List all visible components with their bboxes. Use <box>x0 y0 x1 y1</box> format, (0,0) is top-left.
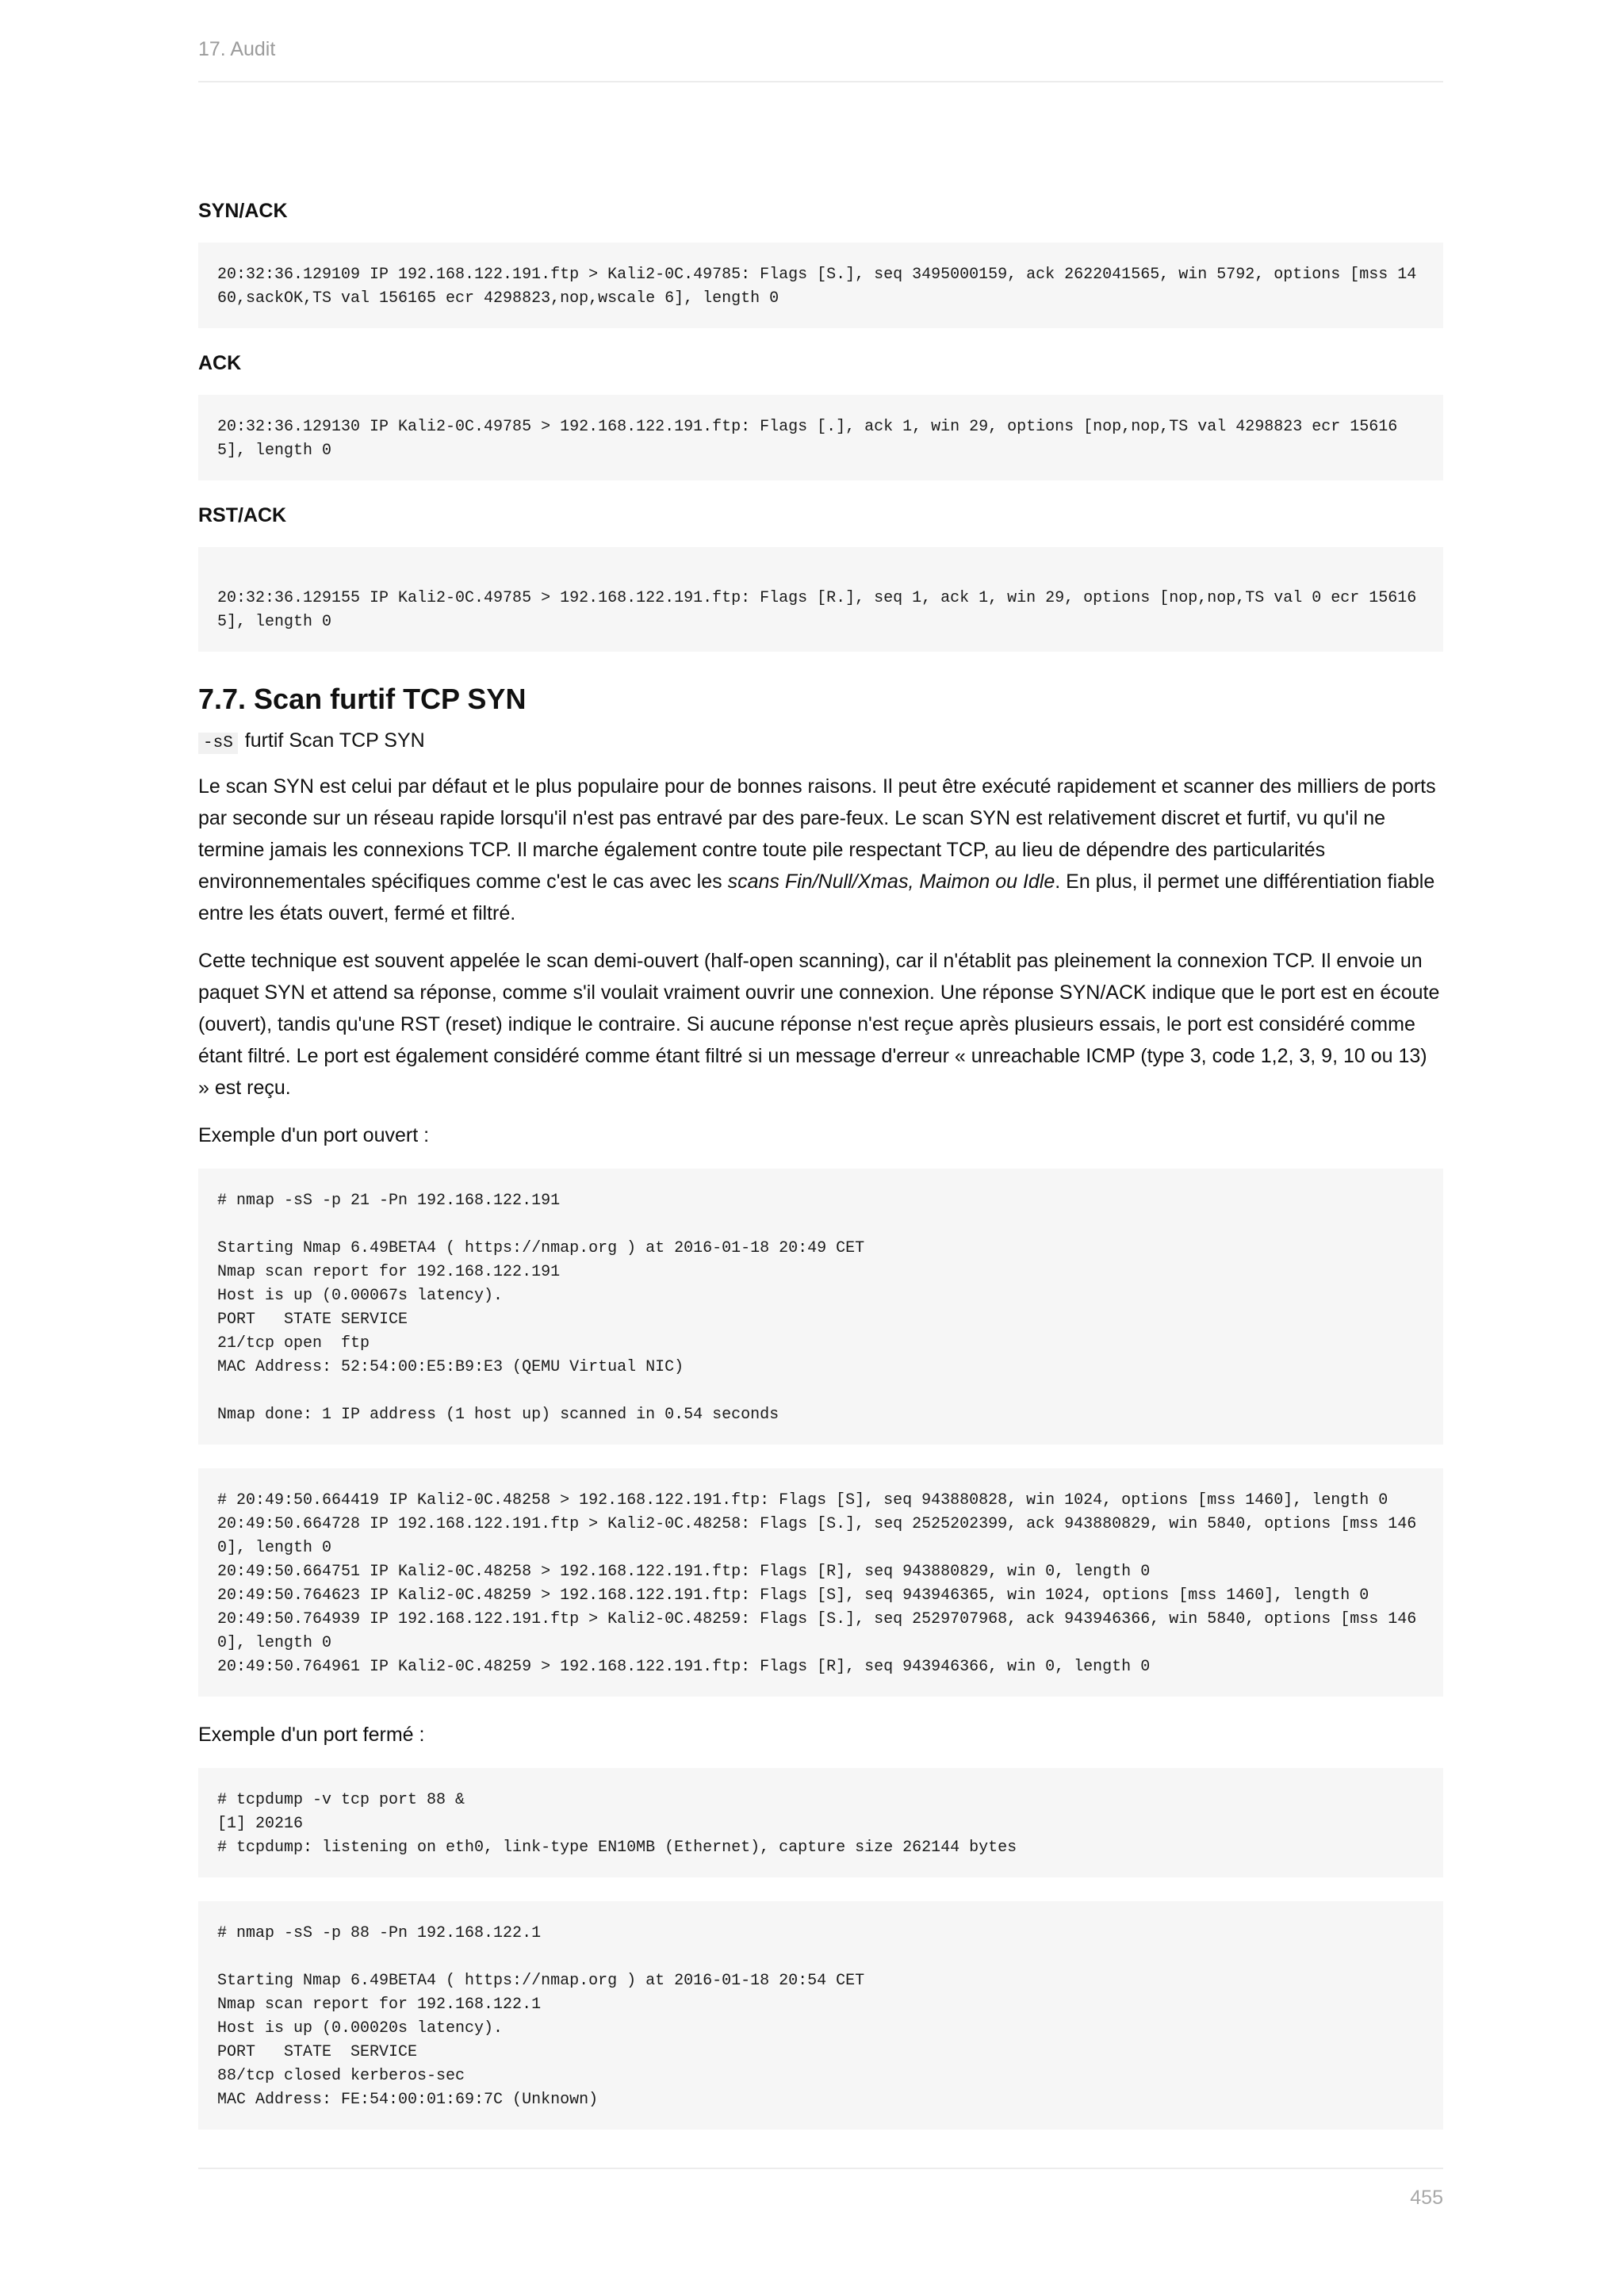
open-port-tcpdump-code-block: # 20:49:50.664419 IP Kali2-0C.48258 > 192.168.122.191.ftp: Flags [S], seq 943880828, win 1024, options [mss 1460], length 0 20:49:50.664728 IP 192.168.122.191.ftp > Kali2-0C.48258: Flags [S.], seq 2525202399, ack 943880829, win 5840, options [mss 1460], length 0 20:49:50.664751 IP Kali2-0C.48258 > 192.168.122.191.ftp: Flags [R], seq 943880829, win 0, length 0 20:49:50.764623 IP Kali2-0C.48259 > 192.168.122.191.ftp: Flags [S], seq 943946365, win 1024, options [mss 1460], length 0 20:49:50.764939 IP 192.168.122.191.ftp > Kali2-0C.48259: Flags [S.], seq 2529707968, ack 943946366, win 5840, options [mss 1460], length 0 20:49:50.764961 IP Kali2-0C.48259 > 192.168.122.191.ftp: Flags [R], seq 943946366, win 0, length 0 <box>198 1468 1443 1697</box>
page-content <box>198 198 1443 2130</box>
paragraph-half-open: Cette technique est souvent appelée le scan demi-ouvert (half-open scanning), car il n'établit pas pleinement la connexion TCP. Il envoie un paquet SYN et attend sa réponse, comme s'il voulait vraiment ouvrir une connexion. Une réponse SYN/ACK indique que le port est en écoute (ouvert), tandis qu'une RST (reset) indique le contraire. Si aucune réponse n'est reçue après plusieurs essais, le port est considéré comme étant filtré. Le port est également considéré comme étant filtré si un message d'erreur « unreachable ICMP (type 3, code 1,2, 3, 9, 10 ou 13) » est reçu. <box>198 950 1440 1099</box>
section-title: 7.7. Scan furtif TCP SYN <box>198 683 527 715</box>
paragraph-syn-scan-part2: . En plus, il permet une différentiation fiable entre les états ouvert, fermé et filtré. <box>198 871 1435 924</box>
synack-label: SYN/ACK <box>198 200 288 222</box>
closed-port-nmap-code-block: # nmap -sS -p 88 -Pn 192.168.122.1 Starting Nmap 6.49BETA4 ( https://nmap.org ) at 2016-01-18 20:54 CET Nmap scan report for 192.168.122.1 Host is up (0.00020s latency). PORT STATE SERVICE 88/tcp closed kerberos-sec MAC Address: FE:54:00:01:69:7C (Unknown) <box>198 1901 1443 2130</box>
running-header: 17. Audit <box>198 38 276 60</box>
closed-port-tcpdump-code-block: # tcpdump -v tcp port 88 & [1] 20216 # tcpdump: listening on eth0, link-type EN10MB (Ethernet), capture size 262144 bytes <box>198 1768 1443 1877</box>
paragraph-syn-scan <box>198 771 1443 929</box>
option-inline-code: -sS <box>198 733 238 754</box>
paragraph-syn-scan-part1: Le scan SYN est celui par défaut et le plus populaire pour de bonnes raisons. Il peut être exécuté rapidement et scanner des milliers de ports par seconde sur un réseau rapide lorsqu'il n'est pas entravé par des pare-feux. Le scan SYN est relativement discret et furtif, vu qu'il ne termine jamais les connexions TCP. Il marche également contre toute pile respectant TCP, au lieu de dépendre des particularités environnementales spécifiques comme c'est le cas avec les <box>198 775 1436 893</box>
paragraph-syn-scan-emphasis: scans Fin/Null/Xmas, Maimon ou Idle <box>727 871 1055 893</box>
rstack-label: RST/ACK <box>198 504 287 526</box>
header-divider <box>198 81 1443 82</box>
open-port-nmap-code-block: # nmap -sS -p 21 -Pn 192.168.122.191 Starting Nmap 6.49BETA4 ( https://nmap.org ) at 2016-01-18 20:49 CET Nmap scan report for 192.168.122.191 Host is up (0.00067s latency). PORT STATE SERVICE 21/tcp open ftp MAC Address: 52:54:00:E5:B9:E3 (QEMU Virtual NIC) Nmap done: 1 IP address (1 host up) scanned in 0.54 seconds <box>198 1169 1443 1445</box>
open-port-example-label: Exemple d'un port ouvert : <box>198 1124 430 1146</box>
ack-code-block: 20:32:36.129130 IP Kali2-0C.49785 > 192.168.122.191.ftp: Flags [.], ack 1, win 29, options [nop,nop,TS val 4298823 ecr 156165], length 0 <box>198 395 1443 480</box>
synack-code-block: 20:32:36.129109 IP 192.168.122.191.ftp > Kali2-0C.49785: Flags [S.], seq 3495000159, ack 2622041565, win 5792, options [mss 1460,sackOK,TS val 156165 ecr 4298823,nop,wscale 6], length 0 <box>198 243 1443 328</box>
page-number: 455 <box>1410 2187 1443 2209</box>
ack-label: ACK <box>198 352 242 374</box>
footer-divider <box>198 2168 1443 2169</box>
option-line <box>198 726 1443 758</box>
closed-port-example-label: Exemple d'un port fermé : <box>198 1724 425 1746</box>
rstack-code-block: 20:32:36.129155 IP Kali2-0C.49785 > 192.168.122.191.ftp: Flags [R.], seq 1, ack 1, win 29, options [nop,nop,TS val 0 ecr 156165], length 0 <box>198 547 1443 652</box>
option-description: furtif Scan TCP SYN <box>239 729 425 752</box>
